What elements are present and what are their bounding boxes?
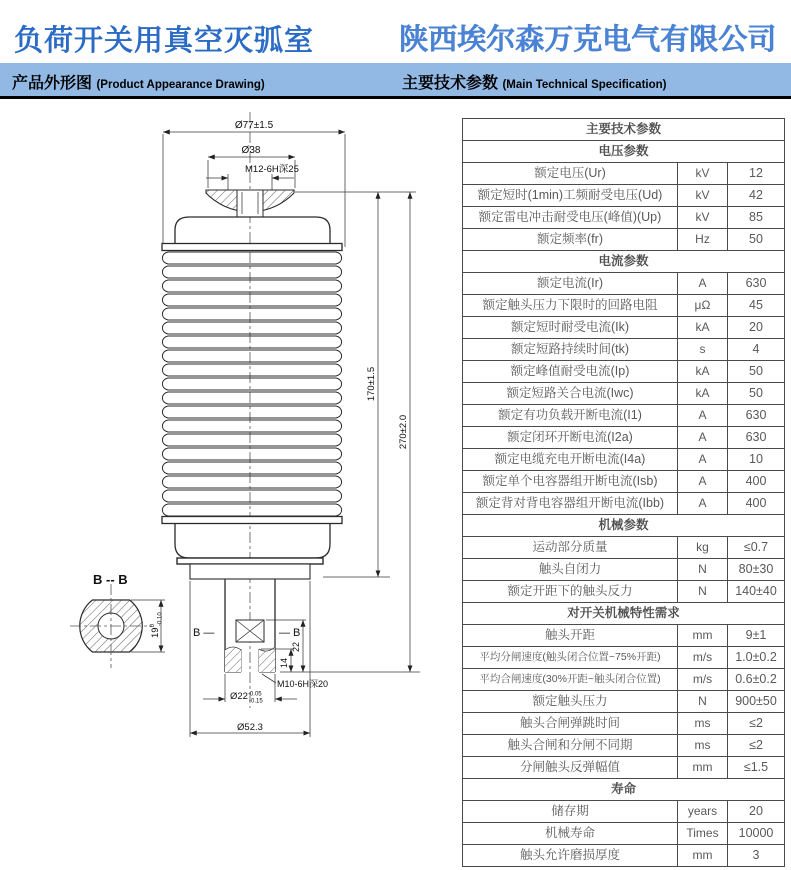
dim-label-top-diameter: Ø77±1.5 xyxy=(234,120,274,131)
param-unit-cell: A xyxy=(678,471,728,493)
cut-marker-left: B — xyxy=(193,627,215,639)
product-appearance-drawing xyxy=(0,100,460,870)
table-row xyxy=(463,559,785,581)
param-name-cell: 额定雷电冲击耐受电压(峰值)(Up) xyxy=(463,207,678,229)
section-header-right xyxy=(402,70,666,93)
param-unit-cell: kV xyxy=(678,185,728,207)
param-value-cell: 3 xyxy=(728,845,785,867)
param-unit-cell: mm xyxy=(678,757,728,779)
top-contact-seat xyxy=(206,190,294,217)
dimension-total-height xyxy=(398,192,410,672)
section-header-left-en: (Product Appearance Drawing) xyxy=(96,79,265,91)
param-name-cell: 额定电压(Ur) xyxy=(463,163,678,185)
table-section-row xyxy=(463,515,785,537)
param-unit-cell: N xyxy=(678,691,728,713)
param-unit-cell: Times xyxy=(678,823,728,845)
param-unit-cell: N xyxy=(678,559,728,581)
table-row xyxy=(463,471,785,493)
param-unit-cell: s xyxy=(678,339,728,361)
section-title-cell: 对开关机械特性需求 xyxy=(463,603,785,625)
param-name-cell: 触头合闸和分闸不同期 xyxy=(463,735,678,757)
table-row xyxy=(463,163,785,185)
table-row xyxy=(463,317,785,339)
param-value-cell: 630 xyxy=(728,273,785,295)
param-unit-cell: A xyxy=(678,427,728,449)
dim-label-ceramic-height: 170±1.5 xyxy=(366,366,377,402)
dim-label-flange-diameter: Ø52.3 xyxy=(237,722,263,733)
bottom-flange-plate xyxy=(190,564,310,579)
section-header-bar xyxy=(0,63,791,99)
table-row xyxy=(463,757,785,779)
param-value-cell: ≤2 xyxy=(728,713,785,735)
dim-label-stem-depth: 22 xyxy=(291,641,301,653)
param-value-cell: 140±40 xyxy=(728,581,785,603)
section-header-right-cn: 主要技术参数 xyxy=(402,75,499,92)
table-row xyxy=(463,449,785,471)
param-name-cell: 触头自闭力 xyxy=(463,559,678,581)
param-value-cell: 42 xyxy=(728,185,785,207)
param-value-cell: ≤1.5 xyxy=(728,757,785,779)
dimension-ceramic-height xyxy=(366,192,378,577)
param-name-cell: 平均分闸速度(触头闭合位置~75%开距) xyxy=(463,647,678,669)
param-name-cell: 额定峰值耐受电流(Ip) xyxy=(463,361,678,383)
param-value-cell: 50 xyxy=(728,383,785,405)
upper-end-cap xyxy=(175,217,330,243)
cut-marker-right: — B xyxy=(279,627,301,639)
table-row xyxy=(463,625,785,647)
table-section-row xyxy=(463,603,785,625)
section-view-label: B -- B xyxy=(93,572,128,587)
param-name-cell: 额定短时(1min)工频耐受电压(Ud) xyxy=(463,185,678,207)
stem-tol-upper: -0.05 xyxy=(247,691,262,698)
table-row xyxy=(463,537,785,559)
dim-label-top-thread: M12-6H深25 xyxy=(245,164,299,175)
param-value-cell: 10000 xyxy=(728,823,785,845)
section-header-left-cn: 产品外形图 xyxy=(12,75,93,92)
ceramic-rib-body xyxy=(162,252,341,516)
param-value-cell: 1.0±0.2 xyxy=(728,647,785,669)
param-value-cell: 630 xyxy=(728,427,785,449)
section-header-left xyxy=(12,70,265,93)
dim-label-bottom-thread: M10-6H深20 xyxy=(277,679,329,689)
param-name-cell: 分闸触头反弹幅值 xyxy=(463,757,678,779)
param-unit-cell: kV xyxy=(678,207,728,229)
param-unit-cell: A xyxy=(678,405,728,427)
param-unit-cell: ms xyxy=(678,713,728,735)
table-row xyxy=(463,493,785,515)
section-header-right-en: (Main Technical Specification) xyxy=(502,79,667,91)
param-value-cell: 630 xyxy=(728,405,785,427)
param-name-cell: 额定频率(fr) xyxy=(463,229,678,251)
table-row xyxy=(463,735,785,757)
dim-label-total-height: 270±2.0 xyxy=(398,414,409,450)
table-section-row xyxy=(463,779,785,801)
table-section-row xyxy=(463,141,785,163)
param-name-cell: 额定有功负载开断电流(I1) xyxy=(463,405,678,427)
param-value-cell: ≤0.7 xyxy=(728,537,785,559)
param-name-cell: 触头允许磨损厚度 xyxy=(463,845,678,867)
param-unit-cell: N xyxy=(678,581,728,603)
table-row xyxy=(463,361,785,383)
table-row xyxy=(463,339,785,361)
stem-tol-lower: -0.15 xyxy=(249,698,263,705)
stem-diameter-value: Ø22 xyxy=(230,691,248,702)
param-unit-cell: Hz xyxy=(678,229,728,251)
param-unit-cell: A xyxy=(678,449,728,471)
param-name-cell: 平均合闸速度(30%开距~触头闭合位置) xyxy=(463,669,678,691)
flat-width-value: 19 xyxy=(150,627,161,638)
table-row xyxy=(463,383,785,405)
table-row xyxy=(463,801,785,823)
upper-flange xyxy=(162,244,342,251)
table-row xyxy=(463,185,785,207)
param-name-cell: 额定单个电容器组开断电流(Isb) xyxy=(463,471,678,493)
table-row xyxy=(463,713,785,735)
param-unit-cell: years xyxy=(678,801,728,823)
section-view-b-b xyxy=(70,584,152,668)
param-unit-cell: kA xyxy=(678,361,728,383)
technical-specification-table xyxy=(462,118,785,867)
param-value-cell: 4 xyxy=(728,339,785,361)
param-value-cell: 12 xyxy=(728,163,785,185)
param-name-cell: 触头开距 xyxy=(463,625,678,647)
table-row xyxy=(463,647,785,669)
param-value-cell: ≤2 xyxy=(728,735,785,757)
param-value-cell: 50 xyxy=(728,361,785,383)
param-unit-cell: μΩ xyxy=(678,295,728,317)
dim-label-flat-width xyxy=(150,612,164,638)
param-value-cell: 400 xyxy=(728,493,785,515)
param-name-cell: 额定背对背电容器组开断电流(Ibb) xyxy=(463,493,678,515)
param-value-cell: 9±1 xyxy=(728,625,785,647)
lower-flange xyxy=(162,517,342,524)
param-name-cell: 额定短路持续时间(tk) xyxy=(463,339,678,361)
table-section-row xyxy=(463,251,785,273)
param-name-cell: 额定闭环开断电流(I2a) xyxy=(463,427,678,449)
param-unit-cell: m/s xyxy=(678,669,728,691)
bottom-plate xyxy=(177,558,323,564)
table-row xyxy=(463,273,785,295)
param-value-cell: 900±50 xyxy=(728,691,785,713)
param-value-cell: 0.6±0.2 xyxy=(728,669,785,691)
table-row xyxy=(463,823,785,845)
param-value-cell: 400 xyxy=(728,471,785,493)
param-unit-cell: ms xyxy=(678,735,728,757)
table-row xyxy=(463,845,785,867)
table-row xyxy=(463,669,785,691)
dimension-top-thread xyxy=(206,164,299,192)
param-name-cell: 额定短时耐受电流(Ik) xyxy=(463,317,678,339)
param-name-cell: 额定开距下的触头反力 xyxy=(463,581,678,603)
param-unit-cell: mm xyxy=(678,845,728,867)
param-value-cell: 10 xyxy=(728,449,785,471)
table-row xyxy=(463,295,785,317)
dimension-top-diameter xyxy=(163,120,345,247)
table-row xyxy=(463,691,785,713)
param-value-cell: 80±30 xyxy=(728,559,785,581)
param-value-cell: 45 xyxy=(728,295,785,317)
param-name-cell: 机械寿命 xyxy=(463,823,678,845)
param-unit-cell: kV xyxy=(678,163,728,185)
param-unit-cell: kA xyxy=(678,317,728,339)
page-title: 负荷开关用真空灭弧室 xyxy=(14,25,315,57)
lower-end-cap xyxy=(175,524,330,558)
table-row xyxy=(463,229,785,251)
table-title-row xyxy=(463,119,785,141)
param-unit-cell: A xyxy=(678,273,728,295)
param-name-cell: 触头合闸弹跳时间 xyxy=(463,713,678,735)
param-name-cell: 额定触头压力 xyxy=(463,691,678,713)
param-name-cell: 额定电缆充电开断电流(I4a) xyxy=(463,449,678,471)
section-title-cell: 电流参数 xyxy=(463,251,785,273)
section-title-cell: 电压参数 xyxy=(463,141,785,163)
section-title-cell: 机械参数 xyxy=(463,515,785,537)
vacuum-interrupter-drawing xyxy=(0,100,460,870)
param-unit-cell: m/s xyxy=(678,647,728,669)
param-unit-cell: A xyxy=(678,493,728,515)
param-unit-cell: mm xyxy=(678,625,728,647)
dim-label-stem-diameter xyxy=(230,691,263,705)
dim-label-hole-depth: 14 xyxy=(279,657,289,669)
dim-label-seat-diameter: Ø38 xyxy=(241,145,261,156)
section-title-cell: 寿命 xyxy=(463,779,785,801)
param-value-cell: 20 xyxy=(728,801,785,823)
table-row xyxy=(463,405,785,427)
param-unit-cell: kg xyxy=(678,537,728,559)
param-name-cell: 额定触头压力下限时的回路电阻 xyxy=(463,295,678,317)
flat-width-tol-lower: -0.10 xyxy=(157,612,164,626)
param-name-cell: 额定电流(Ir) xyxy=(463,273,678,295)
param-name-cell: 运动部分质量 xyxy=(463,537,678,559)
table-title-cell: 主要技术参数 xyxy=(463,119,785,141)
param-name-cell: 储存期 xyxy=(463,801,678,823)
param-name-cell: 额定短路关合电流(Iwc) xyxy=(463,383,678,405)
param-value-cell: 85 xyxy=(728,207,785,229)
param-value-cell: 50 xyxy=(728,229,785,251)
table-row xyxy=(463,581,785,603)
flat-width-tol-upper: 0 xyxy=(150,624,156,628)
company-name: 陕西埃尔森万克电气有限公司 xyxy=(399,24,777,56)
param-unit-cell: kA xyxy=(678,383,728,405)
table-row xyxy=(463,207,785,229)
table-row xyxy=(463,427,785,449)
param-value-cell: 20 xyxy=(728,317,785,339)
